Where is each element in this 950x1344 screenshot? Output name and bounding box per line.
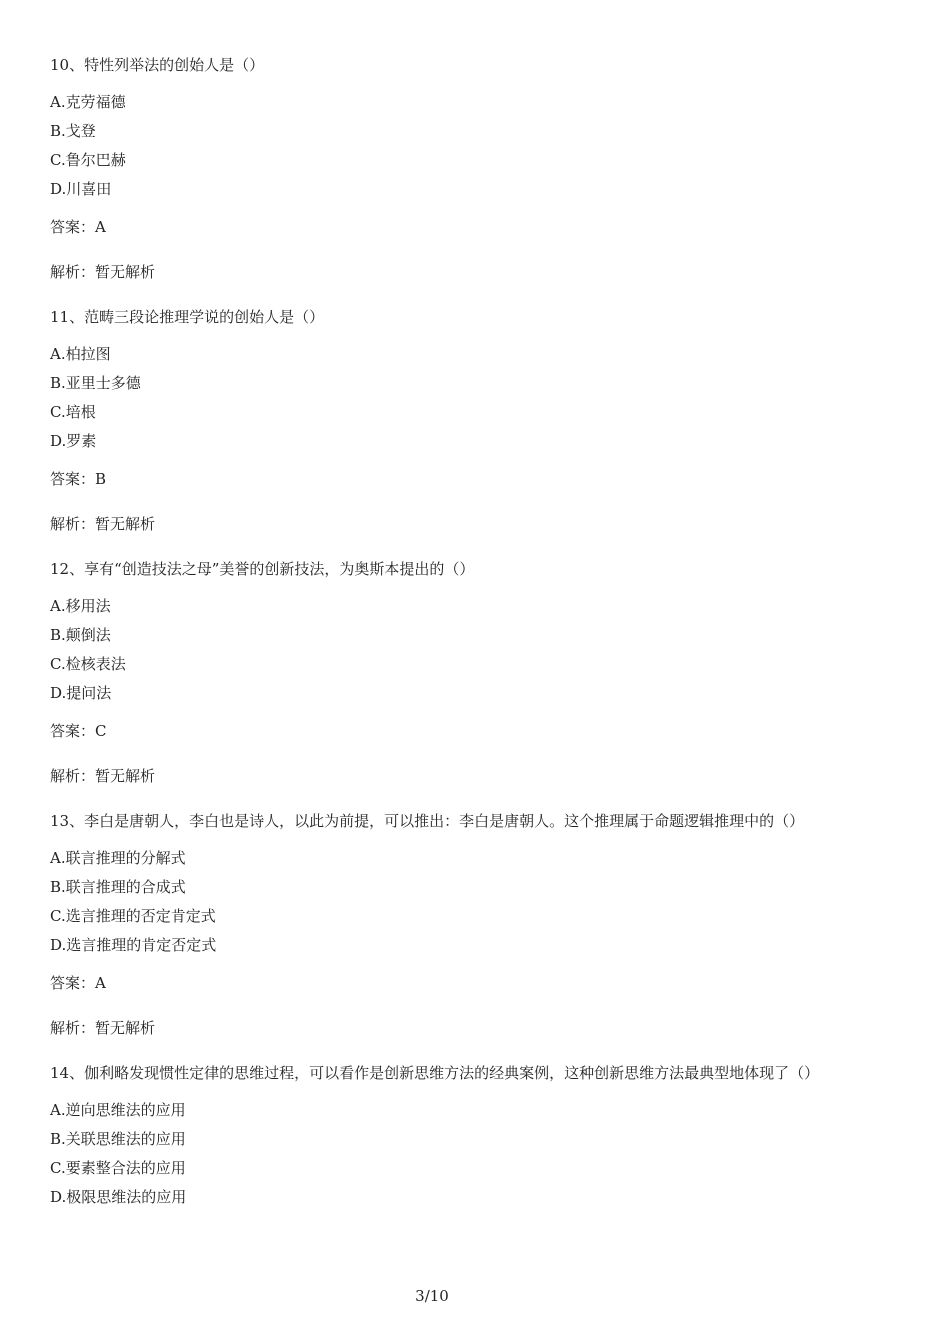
explanation-text: 解析：暂无解析 (50, 767, 156, 785)
option-b: B.颠倒法 (50, 626, 111, 644)
page-indicator: 3/10 (415, 1287, 449, 1305)
explanation-text: 解析：暂无解析 (50, 515, 156, 533)
option-c: C.要素整合法的应用 (50, 1159, 186, 1177)
option-a: A.克劳福德 (50, 93, 126, 111)
explanation-text: 解析：暂无解析 (50, 263, 156, 281)
question-text: 11、范畴三段论推理学说的创始人是（） (50, 308, 325, 326)
option-c: C.选言推理的否定肯定式 (50, 907, 216, 925)
option-d: D.提问法 (50, 684, 112, 702)
option-d: D.极限思维法的应用 (50, 1188, 187, 1206)
option-d: D.罗素 (50, 432, 97, 450)
answer-text: 答案：A (50, 218, 106, 236)
option-c: C.培根 (50, 403, 96, 421)
option-b: B.关联思维法的应用 (50, 1130, 186, 1148)
explanation-text: 解析：暂无解析 (50, 1019, 156, 1037)
option-a: A.联言推理的分解式 (50, 849, 186, 867)
option-d: D.川喜田 (50, 180, 112, 198)
option-a: A.柏拉图 (50, 345, 111, 363)
question-text: 10、特性列举法的创始人是（） (50, 56, 265, 74)
question-text: 14、伽利略发现惯性定律的思维过程，可以看作是创新思维方法的经典案例，这种创新思维方法最典型地体现了（） (50, 1064, 820, 1082)
option-c: C.鲁尔巴赫 (50, 151, 126, 169)
option-a: A.逆向思维法的应用 (50, 1101, 186, 1119)
question-text: 13、李白是唐朝人，李白也是诗人，以此为前提，可以推出：李白是唐朝人。这个推理属于命题逻辑推理中的（） (50, 812, 805, 830)
option-a: A.移用法 (50, 597, 111, 615)
option-b: B.戈登 (50, 122, 96, 140)
question-text: 12、享有“创造技法之母”美誉的创新技法，为奥斯本提出的（） (50, 560, 475, 578)
answer-text: 答案：A (50, 974, 106, 992)
option-d: D.选言推理的肯定否定式 (50, 936, 217, 954)
option-b: B.亚里士多德 (50, 374, 141, 392)
option-c: C.检核表法 (50, 655, 126, 673)
answer-text: 答案：C (50, 722, 107, 740)
option-b: B.联言推理的合成式 (50, 878, 186, 896)
answer-text: 答案：B (50, 470, 107, 488)
